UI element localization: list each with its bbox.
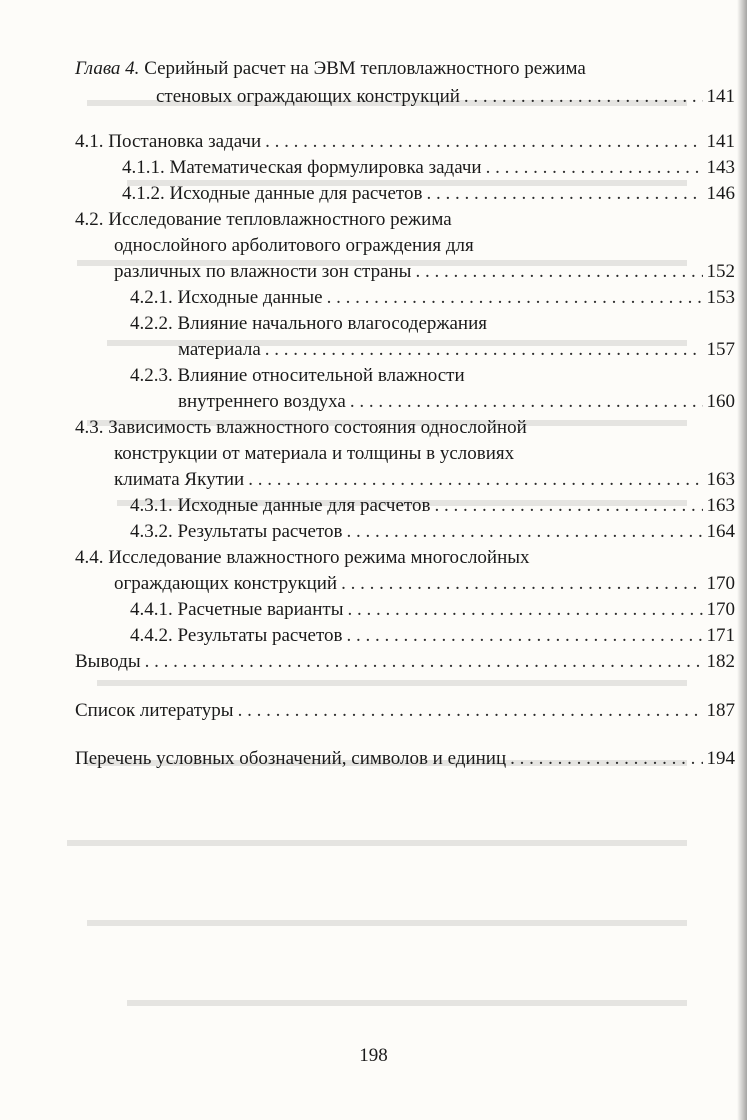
page-ref: 164 — [706, 521, 735, 542]
toc-entry-4-3-1[interactable] — [130, 493, 735, 519]
toc-entry-text: материала — [178, 339, 261, 360]
toc-entry-4-2-3[interactable] — [178, 389, 735, 415]
page-ref: 141 — [706, 86, 735, 107]
toc-entry-4-1[interactable] — [75, 129, 735, 155]
toc-entry-4-2-1[interactable] — [130, 285, 735, 311]
toc-entry-text: 4.3.1. Исходные данные для расчетов — [130, 495, 431, 516]
page-ref: 170 — [706, 573, 735, 594]
dot-leader — [347, 597, 702, 623]
toc-entry-text: 4.1.1. Математическая формулировка задачи — [122, 157, 482, 178]
dot-leader — [145, 649, 703, 675]
toc-entry-4-3-line-2: конструкции от материала и толщины в условиях — [114, 443, 515, 464]
toc-entry-text: ограждающих конструкций — [114, 573, 338, 594]
dot-leader — [426, 181, 702, 207]
toc-entry-text: Список литературы — [75, 700, 234, 721]
page-ref: 146 — [706, 183, 735, 204]
toc-entry-text: 4.1. Постановка задачи — [75, 131, 262, 152]
dot-leader — [464, 84, 703, 110]
toc-entry-conclusions[interactable] — [75, 649, 735, 675]
dot-leader — [346, 519, 702, 545]
page-ref: 182 — [706, 651, 735, 672]
page-ref: 163 — [706, 469, 735, 490]
page-ref: 153 — [706, 287, 735, 308]
dot-leader — [265, 337, 703, 363]
toc-entry-references[interactable] — [75, 698, 735, 724]
toc-entry-text: 4.4.1. Расчетные варианты — [130, 599, 344, 620]
chapter-label: Глава 4. — [75, 58, 140, 79]
dot-leader — [510, 746, 702, 772]
dot-leader — [265, 129, 702, 155]
page-ref: 143 — [706, 157, 735, 178]
toc-entry-4-2-2-line-1: 4.2.2. Влияние начального влагосодержания — [130, 313, 488, 334]
page-ref: 157 — [706, 339, 735, 360]
toc-entry-text: Выводы — [75, 651, 141, 672]
toc-entry-text: климата Якутии — [114, 469, 245, 490]
toc-entry-text: 4.1.2. Исходные данные для расчетов — [122, 183, 423, 204]
toc-entry-4-3-2[interactable] — [130, 519, 735, 545]
toc-entry-4-2-line-2: однослойного арболитового ограждения для — [114, 235, 474, 256]
chapter-title-text: Серийный расчет на ЭВМ тепловлажностного режима — [144, 58, 586, 79]
toc-entry-4-1-1[interactable] — [122, 155, 735, 181]
toc-entry-4-4-line-1: 4.4. Исследование влажностного режима многослойных — [75, 547, 530, 568]
page-ref: 152 — [706, 261, 735, 282]
toc-entry-4-1-2[interactable] — [122, 181, 735, 207]
toc-entry-4-2-3-line-1: 4.2.3. Влияние относительной влажности — [130, 365, 465, 386]
dot-leader — [350, 389, 703, 415]
page-number: 198 — [359, 1045, 388, 1066]
page-ref: 171 — [706, 625, 735, 646]
toc-entry-4-3[interactable] — [114, 467, 735, 493]
toc-entry-4-2[interactable] — [114, 259, 735, 285]
toc-entry-text: стеновых ограждающих конструкций — [156, 86, 460, 107]
toc-entry-text: внутреннего воздуха — [178, 391, 346, 412]
page-ref: 170 — [706, 599, 735, 620]
toc-entry-4-3-line-1: 4.3. Зависимость влажностного состояния однослойной — [75, 417, 527, 438]
page-ref: 160 — [706, 391, 735, 412]
toc-entry-text: Перечень условных обозначений, символов и единиц — [75, 748, 507, 769]
page-edge-shadow — [737, 0, 747, 1120]
dot-leader — [238, 698, 703, 724]
toc-entry-4-2-line-1: 4.2. Исследование тепловлажностного режима — [75, 209, 452, 230]
dot-leader — [346, 623, 702, 649]
toc-entry-text: 4.2.1. Исходные данные — [130, 287, 323, 308]
dot-leader — [434, 493, 702, 519]
toc-entry-text: 4.3.2. Результаты расчетов — [130, 521, 343, 542]
toc-entry-4-4[interactable] — [114, 571, 735, 597]
toc-entry-4-2-2[interactable] — [178, 337, 735, 363]
page-ref: 141 — [706, 131, 735, 152]
toc-entry-text: 4.4.2. Результаты расчетов — [130, 625, 343, 646]
toc-entry-chapter-4[interactable] — [156, 84, 735, 110]
toc-entry-text: различных по влажности зон страны — [114, 261, 412, 282]
dot-leader — [341, 571, 702, 597]
dot-leader — [327, 285, 703, 311]
toc-entry-notation[interactable] — [75, 746, 735, 772]
dot-leader — [486, 155, 703, 181]
page-ref: 163 — [706, 495, 735, 516]
chapter-title-line-1 — [75, 56, 586, 82]
dot-leader — [415, 259, 702, 285]
page-ref: 187 — [706, 700, 735, 721]
toc-entry-4-4-2[interactable] — [130, 623, 735, 649]
page-ref: 194 — [706, 748, 735, 769]
dot-leader — [248, 467, 702, 493]
toc-entry-4-4-1[interactable] — [130, 597, 735, 623]
